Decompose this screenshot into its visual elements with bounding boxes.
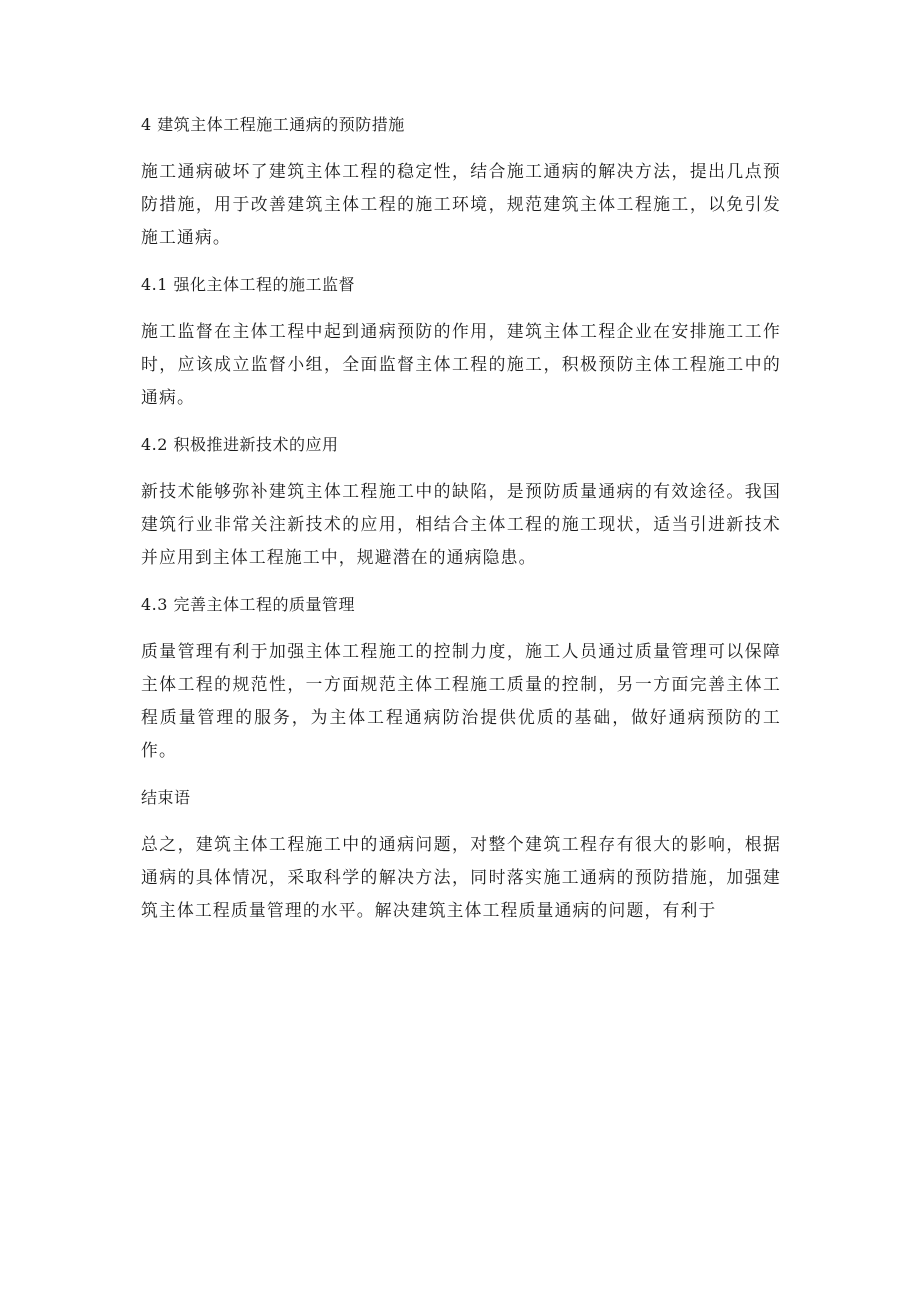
section-heading-4: 4 建筑主体工程施工通病的预防措施 [141,115,405,134]
conclusion-paragraph: 总之，建筑主体工程施工中的通病问题，对整个建筑工程存有很大的影响，根据通病的具体情况，采取科学的解决方法，同时落实施工通病的预防措施，加强建筑主体工程质量管理的水平。解决建筑主体工程质量通病的问题，有利于 [141,834,781,920]
section-paragraph-4-1: 施工监督在主体工程中起到通病预防的作用，建筑主体工程企业在安排施工工作时，应该成立监督小组，全面监督主体工程的施工，积极预防主体工程施工中的通病。 [141,321,781,407]
section-paragraph-4-2: 新技术能够弥补建筑主体工程施工中的缺陷，是预防质量通病的有效途径。我国建筑行业非常关注新技术的应用，相结合主体工程的施工现状，适当引进新技术并应用到主体工程施工中，规避潜在的通病隐患。 [141,481,781,567]
document-body [141,108,781,941]
section-paragraph-4: 施工通病破坏了建筑主体工程的稳定性，结合施工通病的解决方法，提出几点预防措施，用于改善建筑主体工程的施工环境，规范建筑主体工程施工，以免引发施工通病。 [141,161,781,247]
section-paragraph-4-3: 质量管理有利于加强主体工程施工的控制力度，施工人员通过质量管理可以保障主体工程的规范性，一方面规范主体工程施工质量的控制，另一方面完善主体工程质量管理的服务，为主体工程通病防治提供优质的基础，做好通病预防的工作。 [141,641,781,760]
section-heading-4-1: 4.1 强化主体工程的施工监督 [141,275,356,294]
section-heading-4-2: 4.2 积极推进新技术的应用 [141,435,339,454]
conclusion-heading: 结束语 [141,788,191,807]
section-heading-4-3: 4.3 完善主体工程的质量管理 [141,595,356,614]
